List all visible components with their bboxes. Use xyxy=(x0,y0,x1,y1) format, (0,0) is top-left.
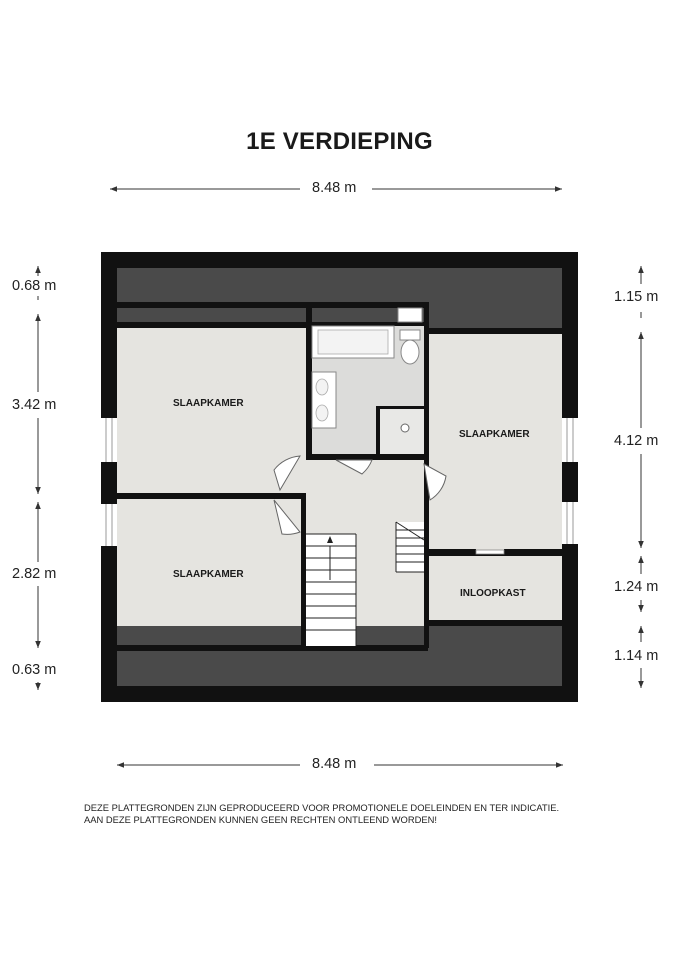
room-label-walk-in-closet: INLOOPKAST xyxy=(460,588,526,599)
double-sink xyxy=(312,372,336,428)
floor-title: 1E VERDIEPING xyxy=(246,128,433,155)
sloped-roof-top xyxy=(117,268,562,328)
door-closet xyxy=(476,550,504,554)
bathroom-cabinet xyxy=(398,308,422,322)
dimension-right-3: 1.24 m xyxy=(614,579,659,595)
disclaimer xyxy=(84,802,559,826)
dimension-left-4: 0.63 m xyxy=(12,662,57,678)
dimension-right-2: 4.12 m xyxy=(614,433,659,449)
dimension-left-1: 0.68 m xyxy=(12,278,57,294)
dimension-bottom-width: 8.48 m xyxy=(312,756,357,772)
dimension-left-2: 3.42 m xyxy=(12,397,57,413)
staircase-attic xyxy=(396,522,424,572)
toilet xyxy=(400,330,420,364)
room-label-bedroom-1: SLAAPKAMER xyxy=(173,398,244,409)
dimension-right-1: 1.15 m xyxy=(614,289,659,305)
bedroom-3-floor xyxy=(429,334,562,551)
shower xyxy=(380,409,424,454)
disclaimer-line-2: AAN DEZE PLATTEGRONDEN KUNNEN GEEN RECHTEN ONTLEEND WORDEN! xyxy=(84,814,437,825)
bedroom-2-floor xyxy=(117,499,301,626)
dimension-right-4: 1.14 m xyxy=(614,648,659,664)
staircase-main xyxy=(306,534,356,646)
bathtub xyxy=(312,326,394,358)
room-label-bedroom-2: SLAAPKAMER xyxy=(173,569,244,580)
room-label-bedroom-3: SLAAPKAMER xyxy=(459,429,530,440)
dimension-left-3: 2.82 m xyxy=(12,566,57,582)
dimension-top-width: 8.48 m xyxy=(312,180,357,196)
disclaimer-line-1: DEZE PLATTEGRONDEN ZIJN GEPRODUCEERD VOOR PROMOTIONELE DOELEINDEN EN TER INDICATIE. xyxy=(84,802,560,813)
